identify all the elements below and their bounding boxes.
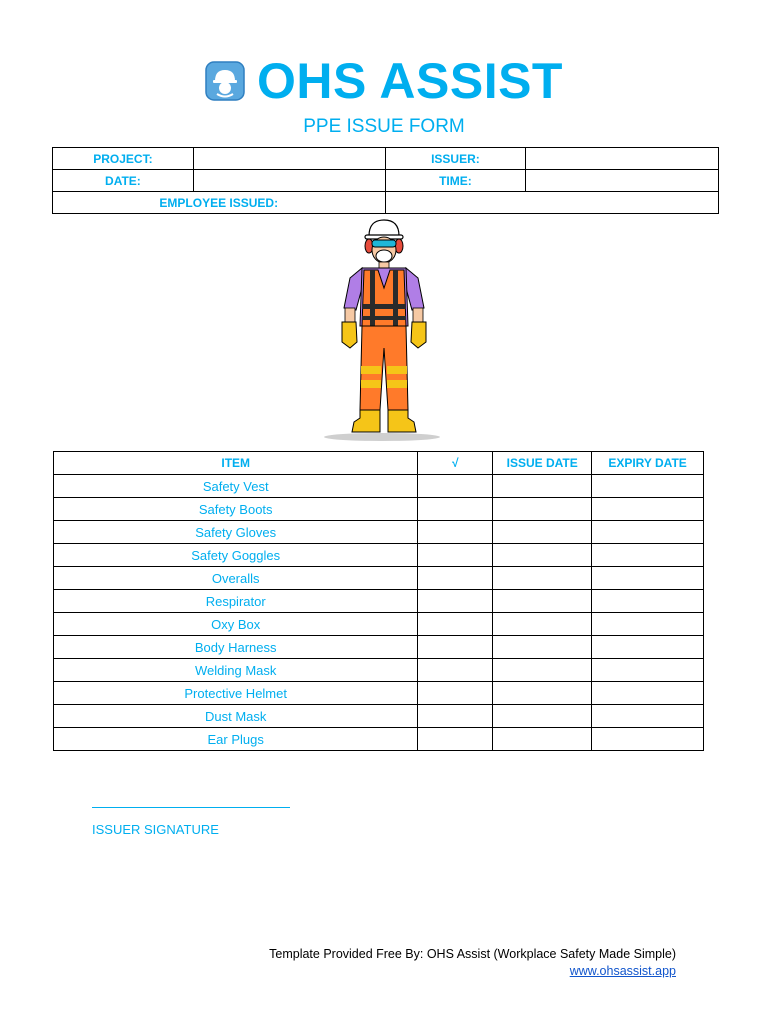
expiry-date-cell[interactable] — [592, 728, 704, 751]
item-name: Welding Mask — [54, 659, 418, 682]
table-header-row — [54, 452, 704, 475]
ppe-items-table — [53, 451, 704, 751]
date-label: DATE: — [53, 170, 194, 192]
check-cell[interactable] — [418, 613, 493, 636]
item-name: Body Harness — [54, 636, 418, 659]
footer-credit: Template Provided Free By: OHS Assist (Workplace Safety Made Simple) — [269, 947, 676, 961]
employee-issued-label: EMPLOYEE ISSUED: — [53, 192, 386, 214]
check-cell[interactable] — [418, 728, 493, 751]
form-info-table — [52, 147, 719, 214]
info-row — [53, 148, 719, 170]
expiry-date-cell[interactable] — [592, 636, 704, 659]
table-row — [54, 544, 704, 567]
check-cell[interactable] — [418, 636, 493, 659]
expiry-date-cell[interactable] — [592, 544, 704, 567]
check-cell[interactable] — [418, 475, 493, 498]
issue-date-cell[interactable] — [493, 544, 592, 567]
expiry-date-cell[interactable] — [592, 682, 704, 705]
expiry-date-cell[interactable] — [592, 498, 704, 521]
item-name: Ear Plugs — [54, 728, 418, 751]
expiry-date-cell[interactable] — [592, 567, 704, 590]
expiry-date-cell[interactable] — [592, 613, 704, 636]
item-name: Protective Helmet — [54, 682, 418, 705]
table-row — [54, 705, 704, 728]
footer-website-link[interactable]: www.ohsassist.app — [569, 964, 676, 978]
issue-date-column-header: ISSUE DATE — [493, 452, 592, 475]
worker-in-ppe-illustration — [322, 218, 442, 444]
table-row — [54, 636, 704, 659]
check-cell[interactable] — [418, 521, 493, 544]
signature-line[interactable] — [92, 807, 290, 808]
table-row — [54, 659, 704, 682]
expiry-date-cell[interactable] — [592, 705, 704, 728]
date-field[interactable] — [193, 170, 385, 192]
check-cell[interactable] — [418, 498, 493, 521]
issuer-label: ISSUER: — [385, 148, 526, 170]
table-row — [54, 498, 704, 521]
issue-date-cell[interactable] — [493, 705, 592, 728]
issue-date-cell[interactable] — [493, 498, 592, 521]
issue-date-cell[interactable] — [493, 590, 592, 613]
brand-header — [0, 50, 768, 112]
issue-date-cell[interactable] — [493, 567, 592, 590]
issuer-signature-label: ISSUER SIGNATURE — [92, 822, 219, 837]
form-title: PPE ISSUE FORM — [303, 116, 465, 137]
item-name: Dust Mask — [54, 705, 418, 728]
expiry-date-cell[interactable] — [592, 521, 704, 544]
helmet-worker-icon — [205, 61, 245, 101]
item-name: Safety Boots — [54, 498, 418, 521]
table-row — [54, 475, 704, 498]
issue-date-cell[interactable] — [493, 682, 592, 705]
expiry-date-cell[interactable] — [592, 659, 704, 682]
expiry-date-cell[interactable] — [592, 475, 704, 498]
issue-date-cell[interactable] — [493, 659, 592, 682]
table-row — [54, 682, 704, 705]
item-name: Safety Goggles — [54, 544, 418, 567]
issue-date-cell[interactable] — [493, 728, 592, 751]
check-column-header: √ — [418, 452, 493, 475]
issue-date-cell[interactable] — [493, 521, 592, 544]
employee-issued-field[interactable] — [385, 192, 719, 214]
item-name: Respirator — [54, 590, 418, 613]
item-name: Safety Vest — [54, 475, 418, 498]
table-row — [54, 521, 704, 544]
check-cell[interactable] — [418, 590, 493, 613]
issuer-field[interactable] — [526, 148, 719, 170]
info-row — [53, 170, 719, 192]
brand-logo — [205, 50, 563, 112]
info-row — [53, 192, 719, 214]
expiry-date-column-header: EXPIRY DATE — [592, 452, 704, 475]
check-cell[interactable] — [418, 682, 493, 705]
check-cell[interactable] — [418, 705, 493, 728]
item-name: Safety Gloves — [54, 521, 418, 544]
issue-date-cell[interactable] — [493, 636, 592, 659]
time-field[interactable] — [526, 170, 719, 192]
item-name: Overalls — [54, 567, 418, 590]
brand-name: OHS ASSIST — [257, 53, 563, 109]
project-field[interactable] — [193, 148, 385, 170]
table-row — [54, 613, 704, 636]
table-row — [54, 728, 704, 751]
check-cell[interactable] — [418, 659, 493, 682]
item-column-header: ITEM — [54, 452, 418, 475]
project-label: PROJECT: — [53, 148, 194, 170]
item-name: Oxy Box — [54, 613, 418, 636]
table-row — [54, 567, 704, 590]
table-row — [54, 590, 704, 613]
time-label: TIME: — [385, 170, 526, 192]
expiry-date-cell[interactable] — [592, 590, 704, 613]
issue-date-cell[interactable] — [493, 475, 592, 498]
issue-date-cell[interactable] — [493, 613, 592, 636]
check-cell[interactable] — [418, 567, 493, 590]
check-cell[interactable] — [418, 544, 493, 567]
